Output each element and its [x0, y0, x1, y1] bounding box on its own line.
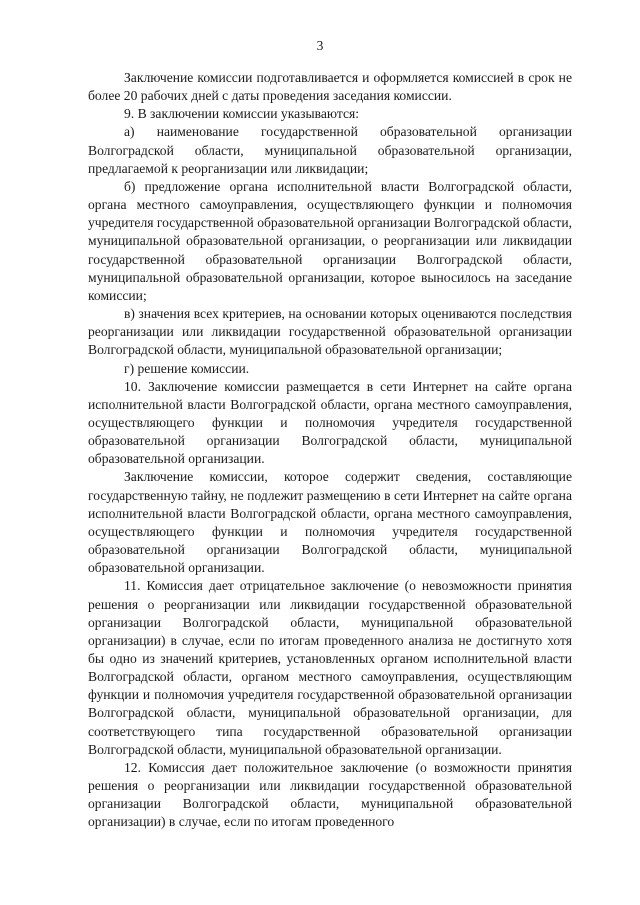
paragraph-item-9a: а) наименование государственной образовательной организации Волгоградской области, муниципальной образовательной организации, предлагаемой к реорганизации или ликвидации;	[88, 124, 572, 176]
paragraph-state-secret: Заключение комиссии, которое содержит сведения, составляющие государственную тайну, не подлежит размещению в сети Интернет на сайте органа исполнительной власти Волгоградской области, органа местного самоуправления, осуществляющего функции и полномочия учредителя государственной образовательной организации Волгоградской области, муниципальной образовательной организации.	[88, 469, 572, 576]
page-number: 3	[316, 38, 324, 53]
paragraph-item-11: 11. Комиссия дает отрицательное заключение (о невозможности принятия решения о реорганизации или ликвидации государственной образовательной организации Волгоградской области, муниципальной образовательной организации) в случае, если по итогам проведенного анализа не достигнуто хотя бы одно из значений критериев, установленных органом исполнительной власти Волгоградской области, органом местного самоуправления, осуществляющим функции и полномочия учредителя государственной образовательной организации Волгоградской области, муниципальной образовательной организации, для соответствующего типа государственной образовательной организации Волгоградской области, муниципальной образовательной организации.	[88, 578, 572, 757]
paragraph-item-9g: г) решение комиссии.	[124, 360, 250, 376]
paragraph-conclusion-deadline: Заключение комиссии подготавливается и оформляется комиссией в срок не более 20 рабочих дней с даты проведения заседания комиссии.	[88, 70, 572, 104]
paragraph-item-12: 12. Комиссия дает положительное заключение (о возможности принятия решения о реорганизации или ликвидации государственной образовательной организации Волгоградской области, муниципальной образовательной организации) в случае, если по итогам проведенного	[88, 759, 572, 830]
document-body	[88, 69, 572, 832]
paragraph-item-10: 10. Заключение комиссии размещается в сети Интернет на сайте органа исполнительной власти Волгоградской области, органа местного самоуправления, осуществляющего функции и полномочия учредителя государственной образовательной организации Волгоградской области, муниципальной образовательной организации.	[88, 378, 572, 467]
paragraph-item-9: 9. В заключении комиссии указываются:	[124, 106, 360, 122]
paragraph-item-9v: в) значения всех критериев, на основании которых оцениваются последствия реорганизации или ликвидации государственной образовательной организации Волгоградской области, муниципальной образовательной организации;	[88, 306, 572, 358]
paragraph-item-9b: б) предложение органа исполнительной власти Волгоградской области, органа местного самоуправления, осуществляющего функции и полномочия учредителя государственной образовательной организации Волгоградской области, муниципальной образовательной организации, о реорганизации или ликвидации государственной образовательной организации Волгоградской области, муниципальной образовательной организации, которое выносилось на заседание комиссии;	[88, 178, 572, 303]
